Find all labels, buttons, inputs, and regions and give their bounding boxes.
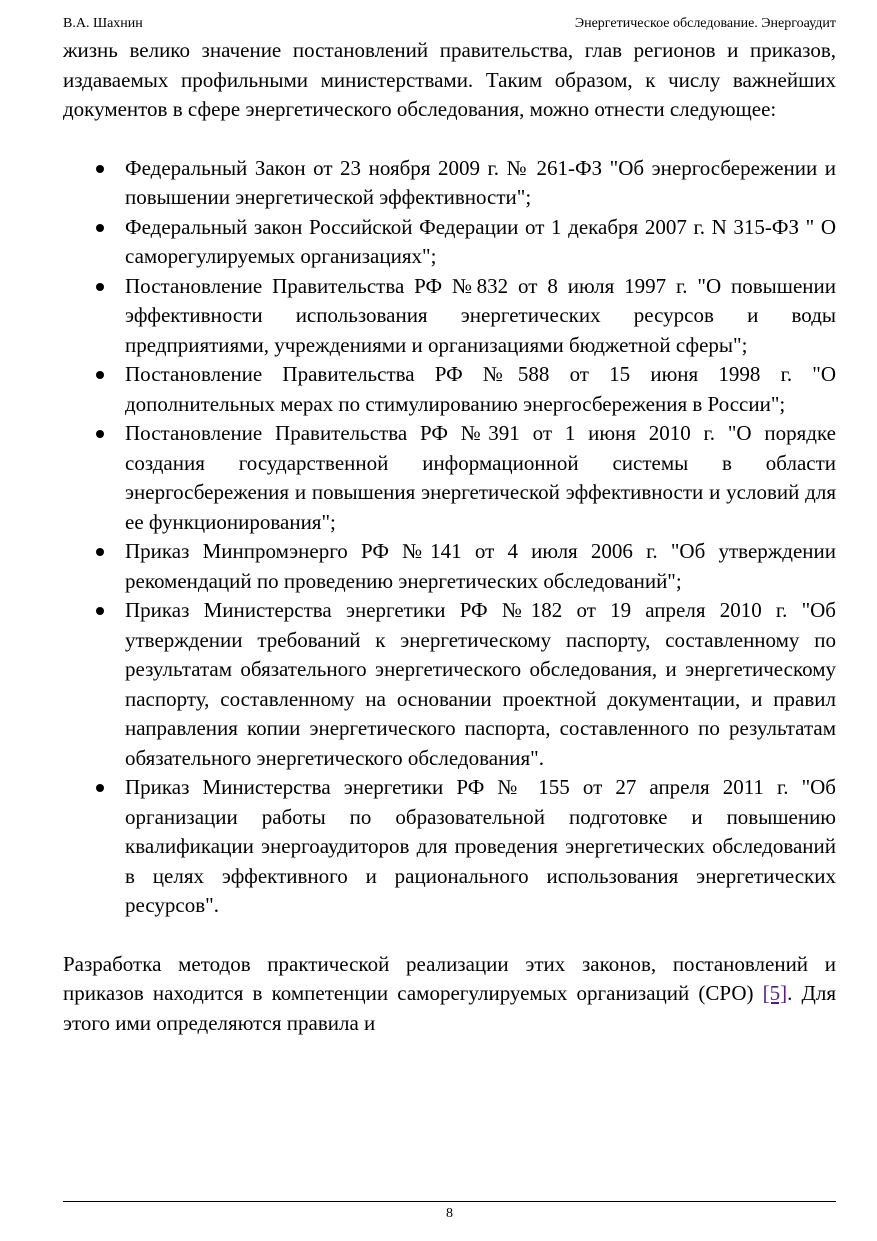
- page-footer: [63, 1201, 836, 1226]
- list-item: [125, 596, 836, 773]
- bullet-icon: [96, 371, 104, 379]
- list-item: [125, 773, 836, 921]
- list-item-text: Приказ Минпромэнерго РФ №141 от 4 июля 2006 г. "Об утверждении рекомендаций по проведению энергетических обследований";: [125, 539, 836, 593]
- bullet-icon: [96, 430, 104, 438]
- list-item-text: Приказ Министерства энергетики РФ №182 от 19 апреля 2010 г. "Об утверждении требований к энергетическому паспорту, составленному по результатам обязательного энергетического обследования, и энергетическому паспорту, составленному на основании проектной документации, и правил направления копии энергетического паспорта, составленного по результатам обязательного энергетического обследования".: [125, 598, 836, 770]
- list-item-text: Постановление Правительства РФ №588 от 15 июня 1998 г. "О дополнительных мерах по стимулированию энергосбережения в России";: [125, 362, 836, 416]
- bullet-icon: [96, 165, 104, 173]
- list-item-text: Приказ Министерства энергетики РФ № 155 от 27 апреля 2011 г. "Об организации работы по образовательной подготовке и повышению квалификации энергоаудиторов для проведения энергетических обследований в целях эффективного и рационального использования энергетических ресурсов".: [125, 775, 836, 917]
- list-item: [125, 360, 836, 419]
- header-title: Энергетическое обследование. Энергоаудит: [574, 16, 836, 31]
- bullet-icon: [96, 784, 104, 792]
- bullet-icon: [96, 224, 104, 232]
- list-item-text: Федеральный закон Российской Федерации от 1 декабря 2007 г. N 315-ФЗ " О саморегулируемых организациях";: [125, 214, 836, 268]
- list-item: [125, 154, 836, 213]
- list-item: [125, 213, 836, 272]
- reference-link[interactable]: [5]: [762, 981, 788, 1005]
- list-item: [125, 272, 836, 361]
- list-item: [125, 537, 836, 596]
- intro-paragraph: жизнь велико значение постановлений правительства, глав регионов и приказов, издаваемых профильными министерствами. Таким образом, к числу важнейших документов в сфере энергетического обследования, можно отнести следующее:: [63, 38, 836, 121]
- documents-list: [63, 154, 836, 921]
- closing-paragraph: [63, 950, 836, 1039]
- bullet-icon: [96, 607, 104, 615]
- list-item-text: Постановление Правительства РФ №832 от 8 июля 1997 г. "О повышении эффективности использования энергетических ресурсов и воды предприятиями, учреждениями и организациями бюджетной сферы";: [125, 273, 836, 357]
- page-header: [63, 14, 836, 34]
- closing-text-start: Разработка методов практической реализации этих законов, постановлений и приказов находится в компетенции саморегулируемых организаций (СРО): [63, 951, 836, 1005]
- list-item-text: Федеральный Закон от 23 ноября 2009 г. № 261-ФЗ "Об энергосбережении и повышении энергетической эффективности";: [125, 155, 836, 209]
- document-body: [63, 36, 836, 1038]
- header-author: В.А. Шахнин: [63, 16, 143, 31]
- bullet-icon: [96, 283, 104, 291]
- list-item-text: Постановление Правительства РФ №391 от 1 июня 2010 г. "О порядке создания государственной информационной системы в области энергосбережения и повышения энергетической эффективности и условий для ее функционирования";: [125, 421, 836, 534]
- page-number: 8: [446, 1206, 453, 1221]
- closing-text-end: . Для этого ими определяются правила и: [63, 981, 836, 1035]
- bullet-icon: [96, 548, 104, 556]
- list-item: [125, 419, 836, 537]
